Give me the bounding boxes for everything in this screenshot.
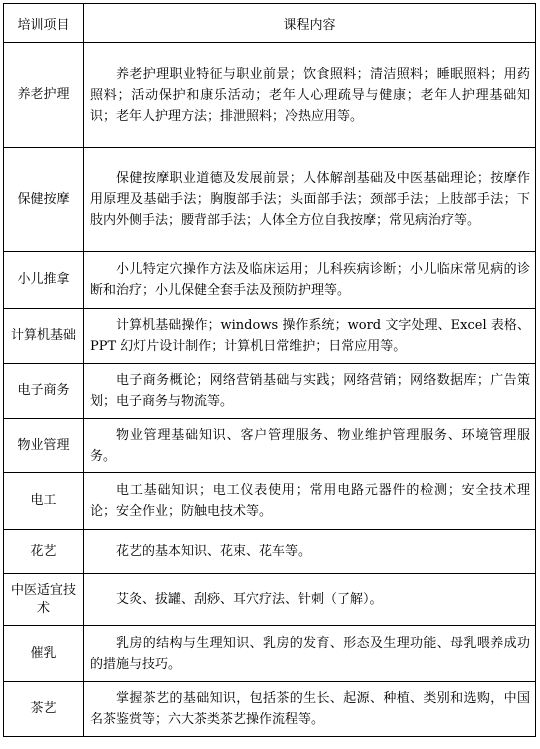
row-course-content: 艾灸、拔罐、刮痧、耳穴疗法、针刺（了解）。 (84, 574, 536, 626)
row-course-content: 养老护理职业特征与职业前景；饮食照料；清洁照料；睡眠照料；用药照料；活动保护和康乐活动；老年人心理疏导与健康；老年人护理基础知识；老年人护理方法；排泄照料；冷热应用等。 (84, 43, 536, 148)
row-project-name: 茶艺 (4, 682, 84, 737)
table-row (4, 419, 536, 473)
header-content: 课程内容 (84, 4, 536, 43)
row-project-name: 计算机基础 (4, 309, 84, 364)
table-row (4, 574, 536, 626)
table-row (4, 682, 536, 737)
table-row (4, 309, 536, 364)
row-project-name: 花艺 (4, 530, 84, 574)
row-course-content: 掌握茶艺的基础知识，包括茶的生长、起源、种植、类别和选购，中国名茶鉴赏等；六大茶类茶艺操作流程等。 (84, 682, 536, 737)
row-project-name: 催乳 (4, 626, 84, 682)
table-row (4, 530, 536, 574)
row-course-content: 电子商务概论；网络营销基础与实践；网络营销；网络数据库；广告策划；电子商务与物流等。 (84, 364, 536, 419)
row-project-name: 小儿推拿 (4, 252, 84, 309)
table-row (4, 43, 536, 148)
row-course-content: 电工基础知识；电工仪表使用；常用电路元器件的检测；安全技术理论；安全作业；防触电技术等。 (84, 473, 536, 530)
table-row (4, 148, 536, 252)
header-project: 培训项目 (4, 4, 84, 43)
row-project-name: 电工 (4, 473, 84, 530)
training-course-table (3, 3, 536, 737)
table-row (4, 473, 536, 530)
row-project-name: 电子商务 (4, 364, 84, 419)
table-row (4, 364, 536, 419)
row-project-name: 养老护理 (4, 43, 84, 148)
table-header-row (4, 4, 536, 43)
row-project-name: 物业管理 (4, 419, 84, 473)
row-course-content: 乳房的结构与生理知识、乳房的发育、形态及生理功能、母乳喂养成功的措施与技巧。 (84, 626, 536, 682)
row-course-content: 计算机基础操作；windows 操作系统；word 文字处理、Excel 表格、PPT 幻灯片设计制作；计算机日常维护；日常应用等。 (84, 309, 536, 364)
table-row (4, 626, 536, 682)
table-row (4, 252, 536, 309)
row-course-content: 物业管理基础知识、客户管理服务、物业维护管理服务、环境管理服务。 (84, 419, 536, 473)
row-course-content: 保健按摩职业道德及发展前景；人体解剖基础及中医基础理论；按摩作用原理及基础手法；胸腹部手法；头面部手法；颈部手法；上肢部手法；下肢内外侧手法；腰背部手法；人体全方位自我按摩；常见病治疗等。 (84, 148, 536, 252)
row-project-name: 保健按摩 (4, 148, 84, 252)
row-project-name: 中医适宜技术 (4, 574, 84, 626)
row-course-content: 小儿特定穴操作方法及临床运用；儿科疾病诊断；小儿临床常见病的诊断和治疗；小儿保健全套手法及预防护理等。 (84, 252, 536, 309)
row-course-content: 花艺的基本知识、花束、花车等。 (84, 530, 536, 574)
